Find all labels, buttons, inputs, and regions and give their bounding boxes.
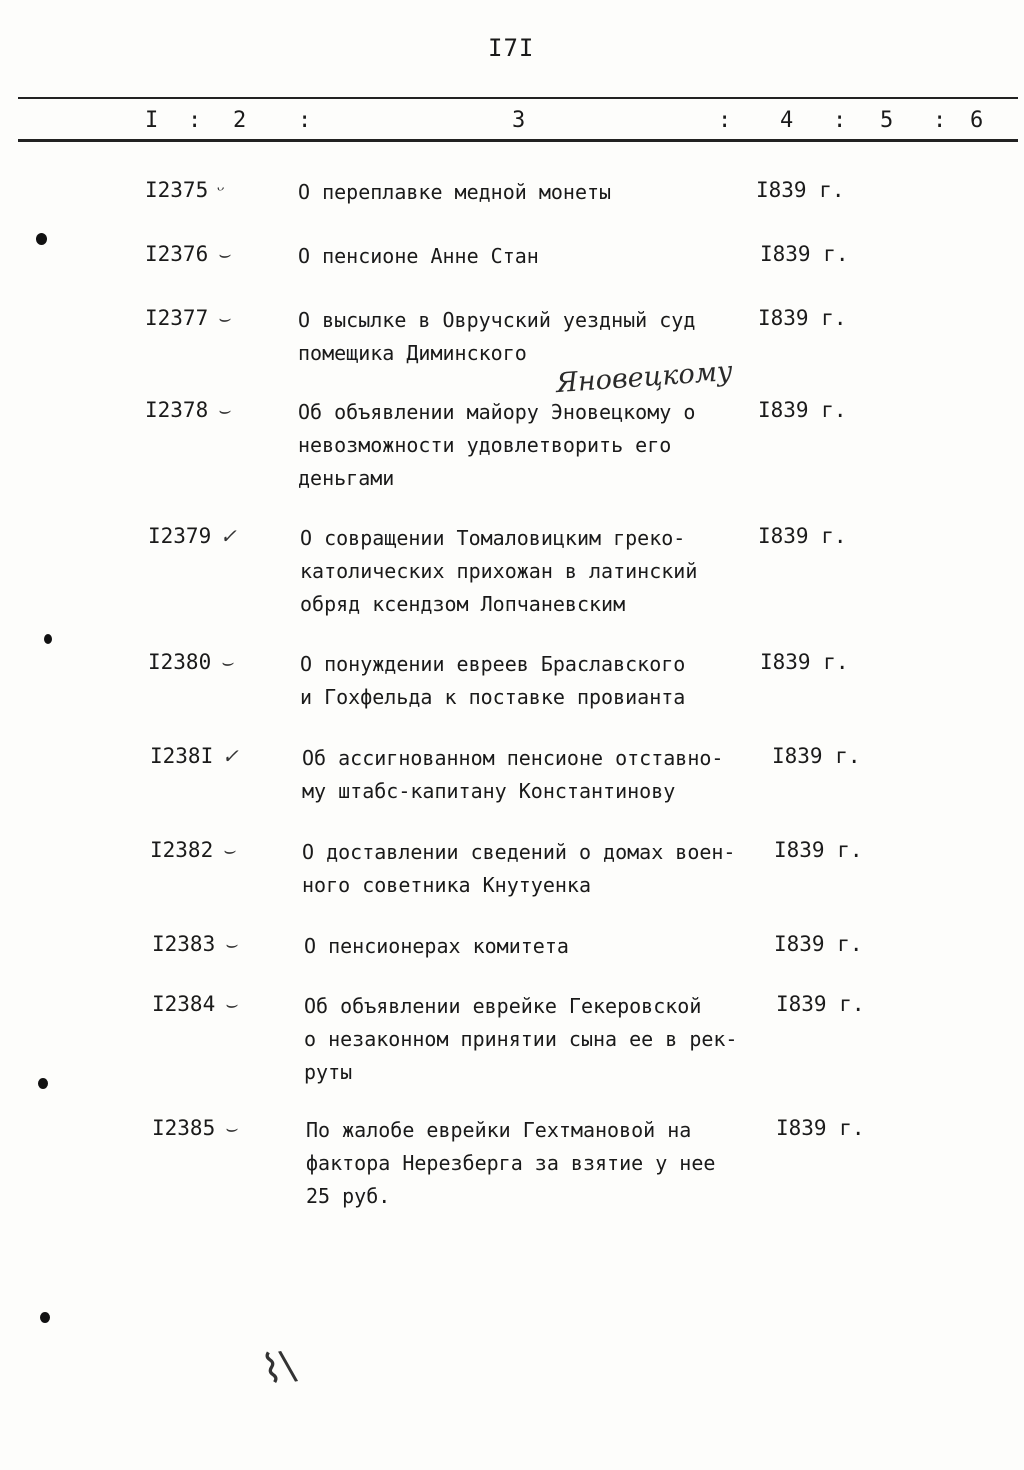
check-mark-icon: ⌣: [217, 398, 231, 422]
entry-title-line: Об ассигнованном пенсионе отставно-: [302, 746, 724, 770]
entry-title-line: О высылке в Овручский уездный суд: [298, 308, 696, 332]
entry-title-line: Об объявлении еврейке Гекеровской: [304, 994, 702, 1018]
column-header-2: 2: [233, 108, 247, 133]
entry-number: I2376: [145, 242, 209, 266]
check-mark-icon: ⌣: [224, 992, 238, 1016]
entry-number: I2383: [152, 932, 216, 956]
entry-title-line: О совращении Томаловицким греко-: [300, 526, 686, 550]
column-header-4: 4: [780, 108, 794, 133]
punch-mark: [36, 233, 47, 245]
entry-title-line: Об объявлении майору Эновецкому о: [298, 400, 696, 424]
entry-title: [298, 176, 611, 209]
entry-title-line: католических прихожан в латинский: [300, 559, 698, 583]
check-mark-icon: ✓: [220, 524, 237, 548]
check-mark-icon: ⌣: [217, 242, 231, 266]
entry-year: I839 г.: [776, 1116, 865, 1140]
punch-mark: [40, 1312, 50, 1323]
entry-title-line: о незаконном принятии сына ее в рек-: [304, 1027, 738, 1051]
entry-year: I839 г.: [756, 178, 845, 202]
column-separator: :: [933, 108, 947, 133]
entry-title-line: О пенсионе Анне Стан: [298, 244, 539, 268]
entry-title-line: му штабс-капитану Константинову: [302, 779, 676, 803]
check-mark-icon: ⌣: [224, 932, 238, 956]
entry-title: [302, 742, 723, 808]
entry-title-line: руты: [304, 1060, 353, 1084]
entry-title-line: О переплавке медной монеты: [298, 180, 612, 204]
handwritten-correction: Яновецкому: [555, 355, 734, 400]
entry-year: I839 г.: [774, 932, 863, 956]
column-header-6: 6: [970, 108, 984, 133]
entry-title-line: 25 руб.: [306, 1184, 391, 1208]
entry-title: [304, 990, 737, 1089]
check-mark-icon: ⌣: [217, 306, 231, 330]
entry-number: I2377: [145, 306, 209, 330]
entry-title: [306, 1114, 715, 1213]
entry-number: I2379: [148, 524, 212, 548]
entry-number: I2385: [152, 1116, 216, 1140]
entry-title-line: и Гохфельда к поставке провианта: [300, 685, 686, 709]
column-separator: :: [298, 108, 312, 133]
header-bottom-rule: [18, 139, 1018, 142]
check-mark-icon: ⌣: [222, 838, 236, 862]
entry-title-line: О доставлении сведений о домах воен-: [302, 840, 736, 864]
entry-title: [302, 836, 735, 902]
entry-number: I2375: [145, 178, 209, 202]
entry-number: I2380: [148, 650, 212, 674]
entry-title-line: невозможности удовлетворить его: [298, 433, 672, 457]
entry-title-line: О пенсионерах комитета: [304, 934, 569, 958]
page-number: I7I: [488, 34, 535, 62]
entry-year: I839 г.: [774, 838, 863, 862]
entry-title-line: фактора Нерезберга за взятие у нее: [306, 1151, 716, 1175]
check-mark-icon: ✓: [222, 744, 239, 768]
handwritten-scribble: ⌇\: [257, 1342, 300, 1394]
column-separator: :: [833, 108, 847, 133]
column-header-1: I: [145, 108, 159, 133]
header-top-rule: [18, 97, 1018, 99]
entry-number: I2382: [150, 838, 214, 862]
entry-title: [298, 304, 695, 370]
entry-number: I2384: [152, 992, 216, 1016]
entry-year: I839 г.: [758, 306, 847, 330]
entry-year: I839 г.: [760, 650, 849, 674]
column-separator: :: [718, 108, 732, 133]
entry-title-line: ного советника Кнутуенка: [302, 873, 591, 897]
entry-title-line: О понуждении евреев Браславского: [300, 652, 686, 676]
entry-year: I839 г.: [760, 242, 849, 266]
column-header-5: 5: [880, 108, 894, 133]
punch-mark: [44, 634, 52, 644]
check-mark-icon: ⌣: [224, 1116, 238, 1140]
entry-title-line: По жалобе еврейки Гехтмановой на: [306, 1118, 692, 1142]
entry-title: [298, 396, 695, 495]
entry-title-line: обряд ксендзом Лопчаневским: [300, 592, 626, 616]
entry-title: [304, 930, 569, 963]
column-separator: :: [188, 108, 202, 133]
punch-mark: [38, 1078, 48, 1089]
entry-title: [300, 648, 685, 714]
entry-year: I839 г.: [776, 992, 865, 1016]
entry-title: [298, 240, 539, 273]
entry-number: I238I: [150, 744, 214, 768]
check-mark-icon: ⌣: [220, 650, 234, 674]
entry-year: I839 г.: [772, 744, 861, 768]
check-mark-icon: ᵕ: [217, 178, 225, 202]
entry-title-line: деньгами: [298, 466, 395, 490]
entry-year: I839 г.: [758, 524, 847, 548]
entry-number: I2378: [145, 398, 209, 422]
entry-title: [300, 522, 697, 621]
entry-year: I839 г.: [758, 398, 847, 422]
column-header-3: 3: [512, 108, 526, 133]
entry-title-line: помещика Диминского: [298, 341, 527, 365]
